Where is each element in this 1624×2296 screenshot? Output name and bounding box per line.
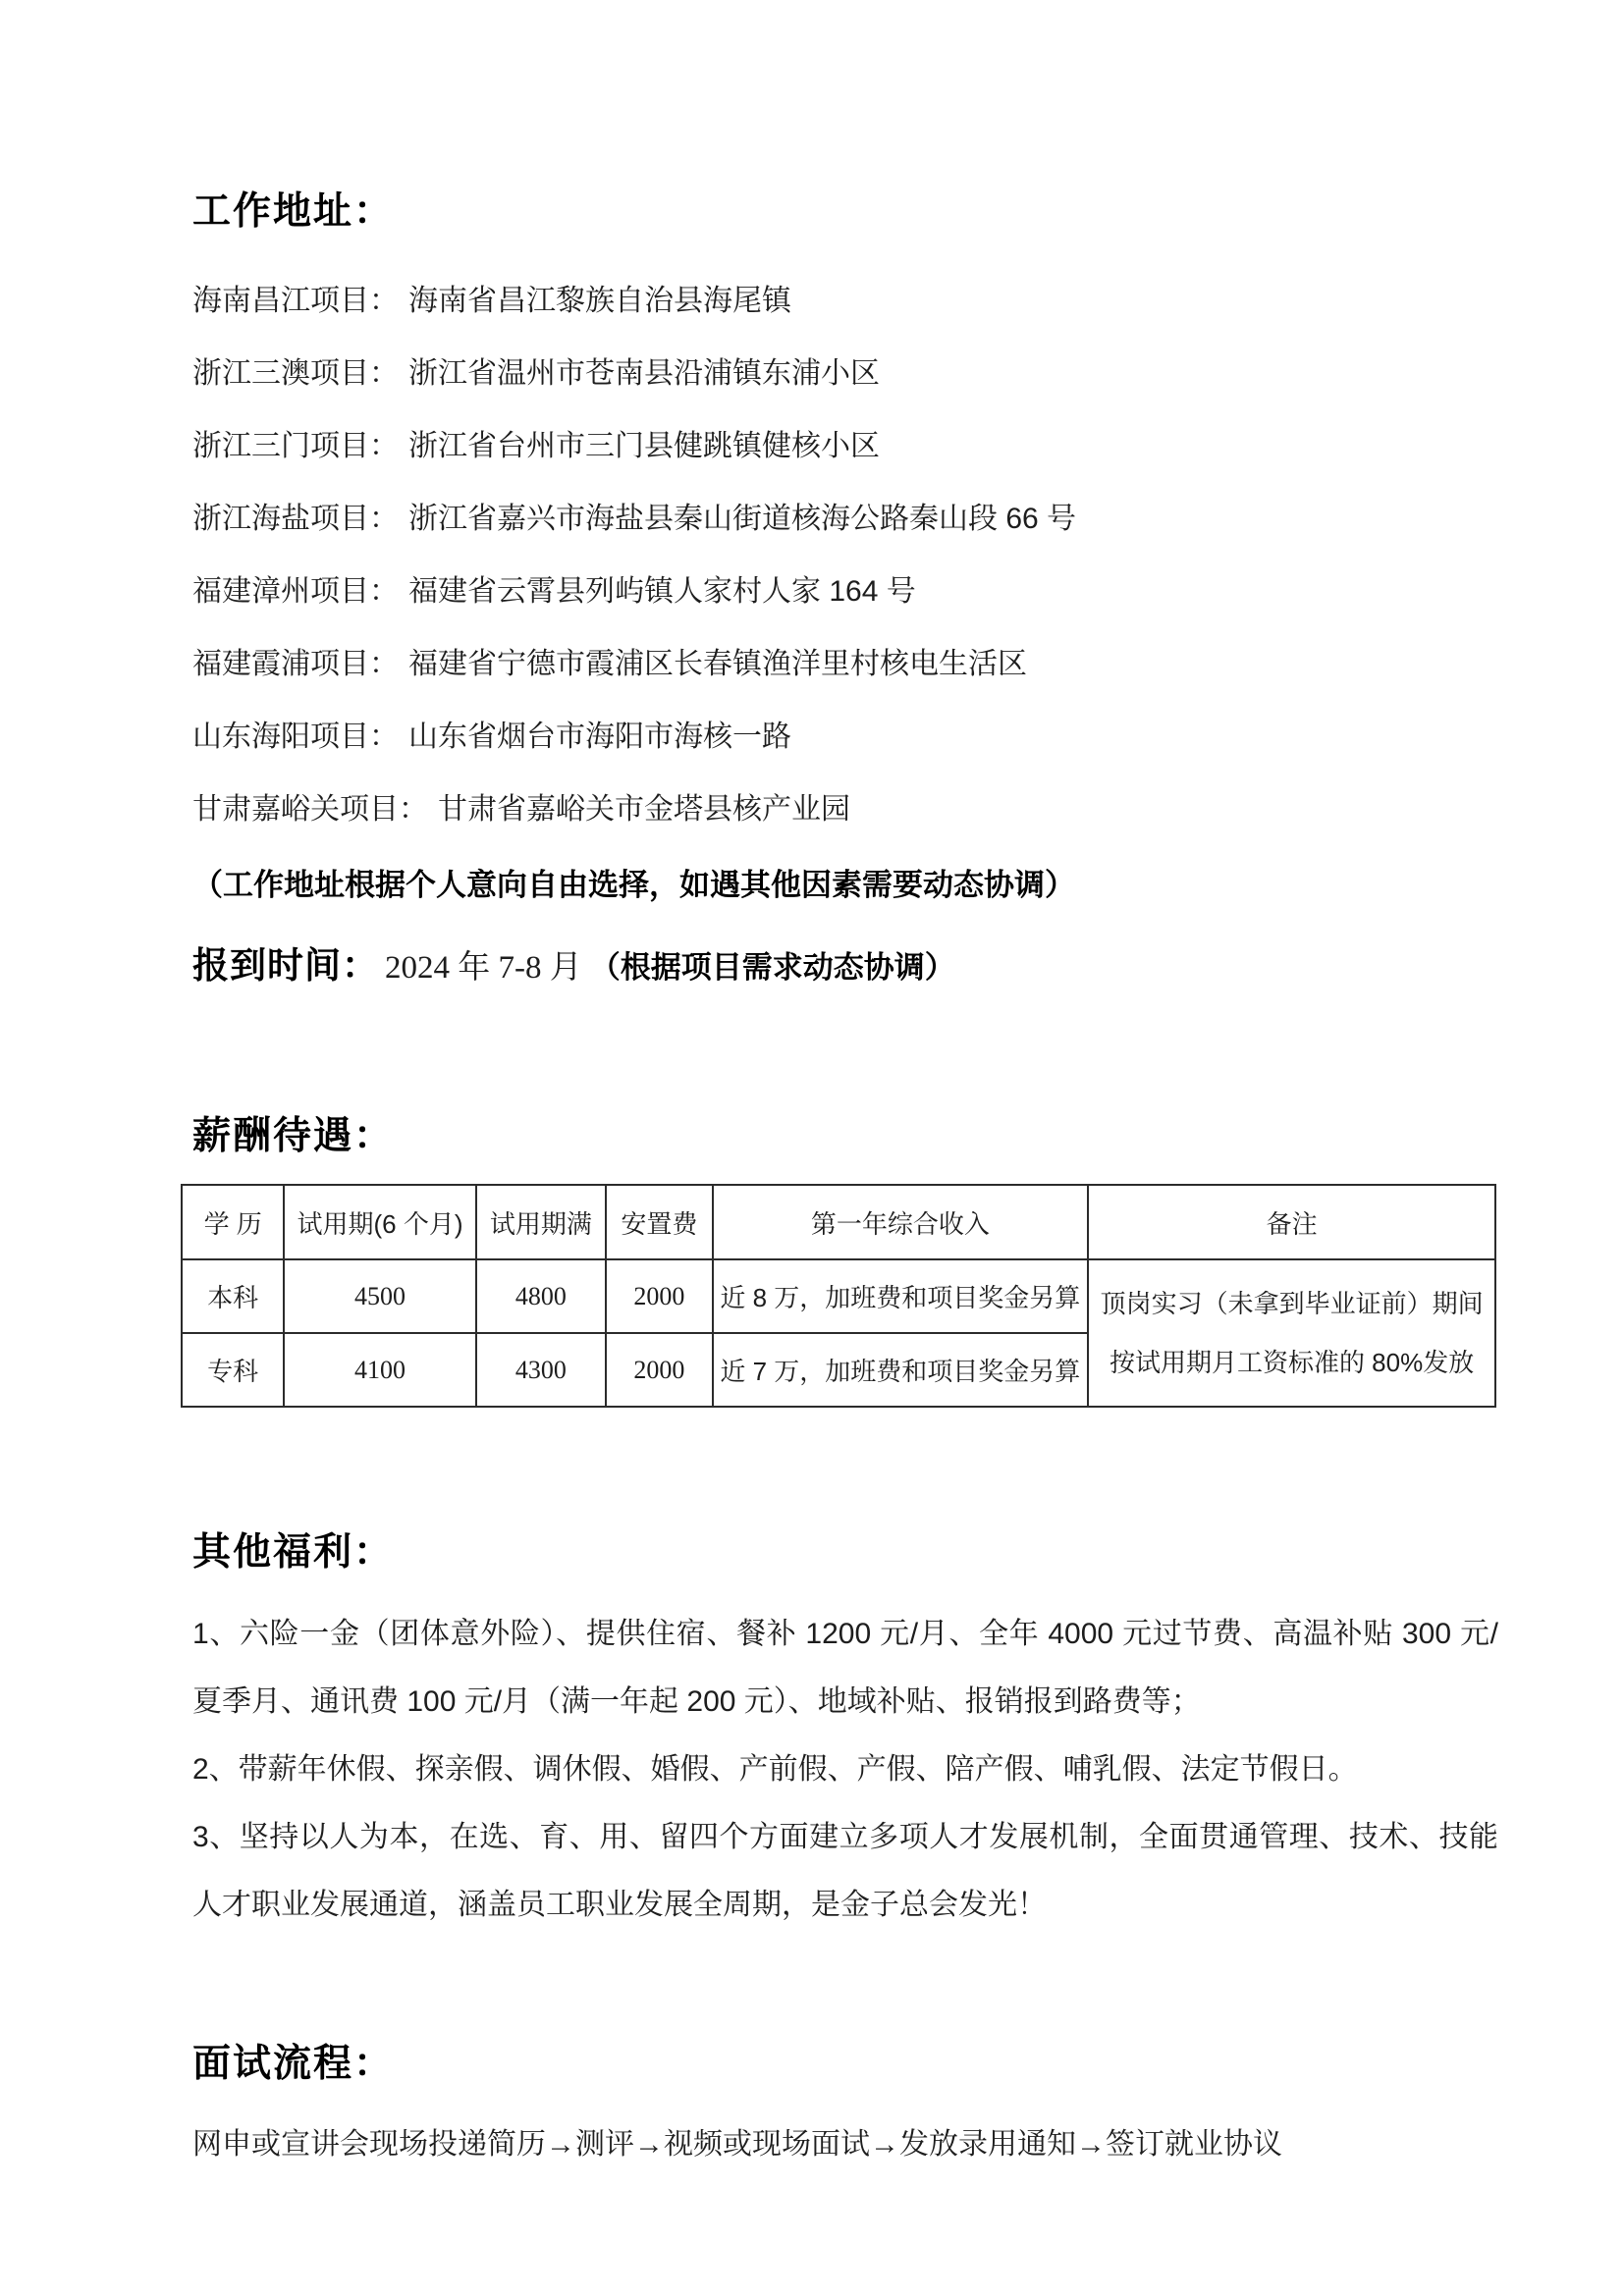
project-address: 浙江省嘉兴市海盐县秦山街道核海公路秦山段 66 号 xyxy=(408,503,1077,535)
report-time-value: 2024 年 7-8 月 xyxy=(385,950,582,986)
table-header-row xyxy=(182,1185,1495,1259)
project-label: 甘肃嘉峪关项目： xyxy=(192,793,428,826)
first-year-income-cell: 近 7 万，加班费和项目奖金另算 xyxy=(713,1333,1089,1407)
benefit-item: 3、坚持以人为本，在选、育、用、留四个方面建立多项人才发展机制，全面贯通管理、技术、技能人才职业发展通道，涵盖员工职业发展全周期，是金子总会发光！ xyxy=(192,1821,1498,1921)
degree-cell: 专科 xyxy=(182,1333,284,1407)
address-row xyxy=(192,483,1498,556)
address-row xyxy=(192,701,1498,774)
col-header-remark: 备注 xyxy=(1088,1185,1495,1259)
address-row xyxy=(192,338,1498,410)
project-address: 浙江省温州市苍南县沿浦镇东浦小区 xyxy=(408,357,880,390)
col-header-degree: 学 历 xyxy=(182,1185,284,1259)
work-address-heading: 工作地址： xyxy=(192,190,395,233)
col-header-probation: 试用期(6 个月) xyxy=(284,1185,475,1259)
after-probation-salary-cell: 4300 xyxy=(476,1333,606,1407)
col-header-settling-fee: 安置费 xyxy=(606,1185,712,1259)
address-row xyxy=(192,628,1498,701)
col-header-first-year-income: 第一年综合收入 xyxy=(713,1185,1089,1259)
project-label: 浙江三澳项目： xyxy=(192,357,399,390)
work-address-list xyxy=(192,265,1498,846)
settling-fee-cell: 2000 xyxy=(606,1259,712,1333)
project-address: 山东省烟台市海阳市海核一路 xyxy=(408,721,791,753)
after-probation-salary-cell: 4800 xyxy=(476,1259,606,1333)
interview-heading: 面试流程： xyxy=(192,2043,395,2085)
work-address-note: （工作地址根据个人意向自由选择，如遇其他因素需要动态协调） xyxy=(192,868,1075,902)
benefit-item: 1、六险一金（团体意外险）、提供住宿、餐补 1200 元/月、全年 4000 元过节费、高温补贴 300 元/夏季月、通讯费 100 元/月（满一年起 200 元）、地域补贴、报销报到路费等； xyxy=(192,1618,1498,1718)
address-row xyxy=(192,410,1498,483)
project-label: 浙江三门项目： xyxy=(192,430,399,462)
remark-cell: 顶岗实习（未拿到毕业证前）期间按试用期月工资标准的 80%发放 xyxy=(1088,1259,1495,1407)
project-address: 甘肃省嘉峪关市金塔县核产业园 xyxy=(438,793,850,826)
project-address: 福建省宁德市霞浦区长春镇渔洋里村核电生活区 xyxy=(408,648,1027,680)
probation-salary-cell: 4100 xyxy=(284,1333,475,1407)
interview-process-text: 网申或宣讲会现场投递简历→测评→视频或现场面试→发放录用通知→签订就业协议 xyxy=(192,2128,1282,2161)
salary-table xyxy=(181,1184,1496,1408)
project-address: 福建省云霄县列屿镇人家村人家 164 号 xyxy=(408,575,916,608)
project-address: 海南省昌江黎族自治县海尾镇 xyxy=(408,285,791,317)
report-time-note: （根据项目需求动态协调） xyxy=(589,950,955,985)
project-label: 福建霞浦项目： xyxy=(192,648,399,680)
benefits-list xyxy=(192,1600,1498,1939)
col-header-after-probation: 试用期满 xyxy=(476,1185,606,1259)
project-label: 福建漳州项目： xyxy=(192,575,399,608)
address-row xyxy=(192,556,1498,628)
report-time-row xyxy=(192,934,1498,1005)
settling-fee-cell: 2000 xyxy=(606,1333,712,1407)
address-row xyxy=(192,774,1498,846)
project-label: 海南昌江项目： xyxy=(192,285,399,317)
table-row xyxy=(182,1259,1495,1333)
project-label: 山东海阳项目： xyxy=(192,721,399,753)
report-time-label: 报到时间： xyxy=(192,945,379,986)
salary-heading: 薪酬待遇： xyxy=(192,1115,395,1157)
project-address: 浙江省台州市三门县健跳镇健核小区 xyxy=(408,430,880,462)
project-label: 浙江海盐项目： xyxy=(192,503,399,535)
first-year-income-cell: 近 8 万，加班费和项目奖金另算 xyxy=(713,1259,1089,1333)
benefit-item: 2、带薪年休假、探亲假、调休假、婚假、产前假、产假、陪产假、哺乳假、法定节假日。 xyxy=(192,1753,1358,1786)
probation-salary-cell: 4500 xyxy=(284,1259,475,1333)
address-row xyxy=(192,265,1498,338)
degree-cell: 本科 xyxy=(182,1259,284,1333)
benefits-heading: 其他福利： xyxy=(192,1531,395,1574)
